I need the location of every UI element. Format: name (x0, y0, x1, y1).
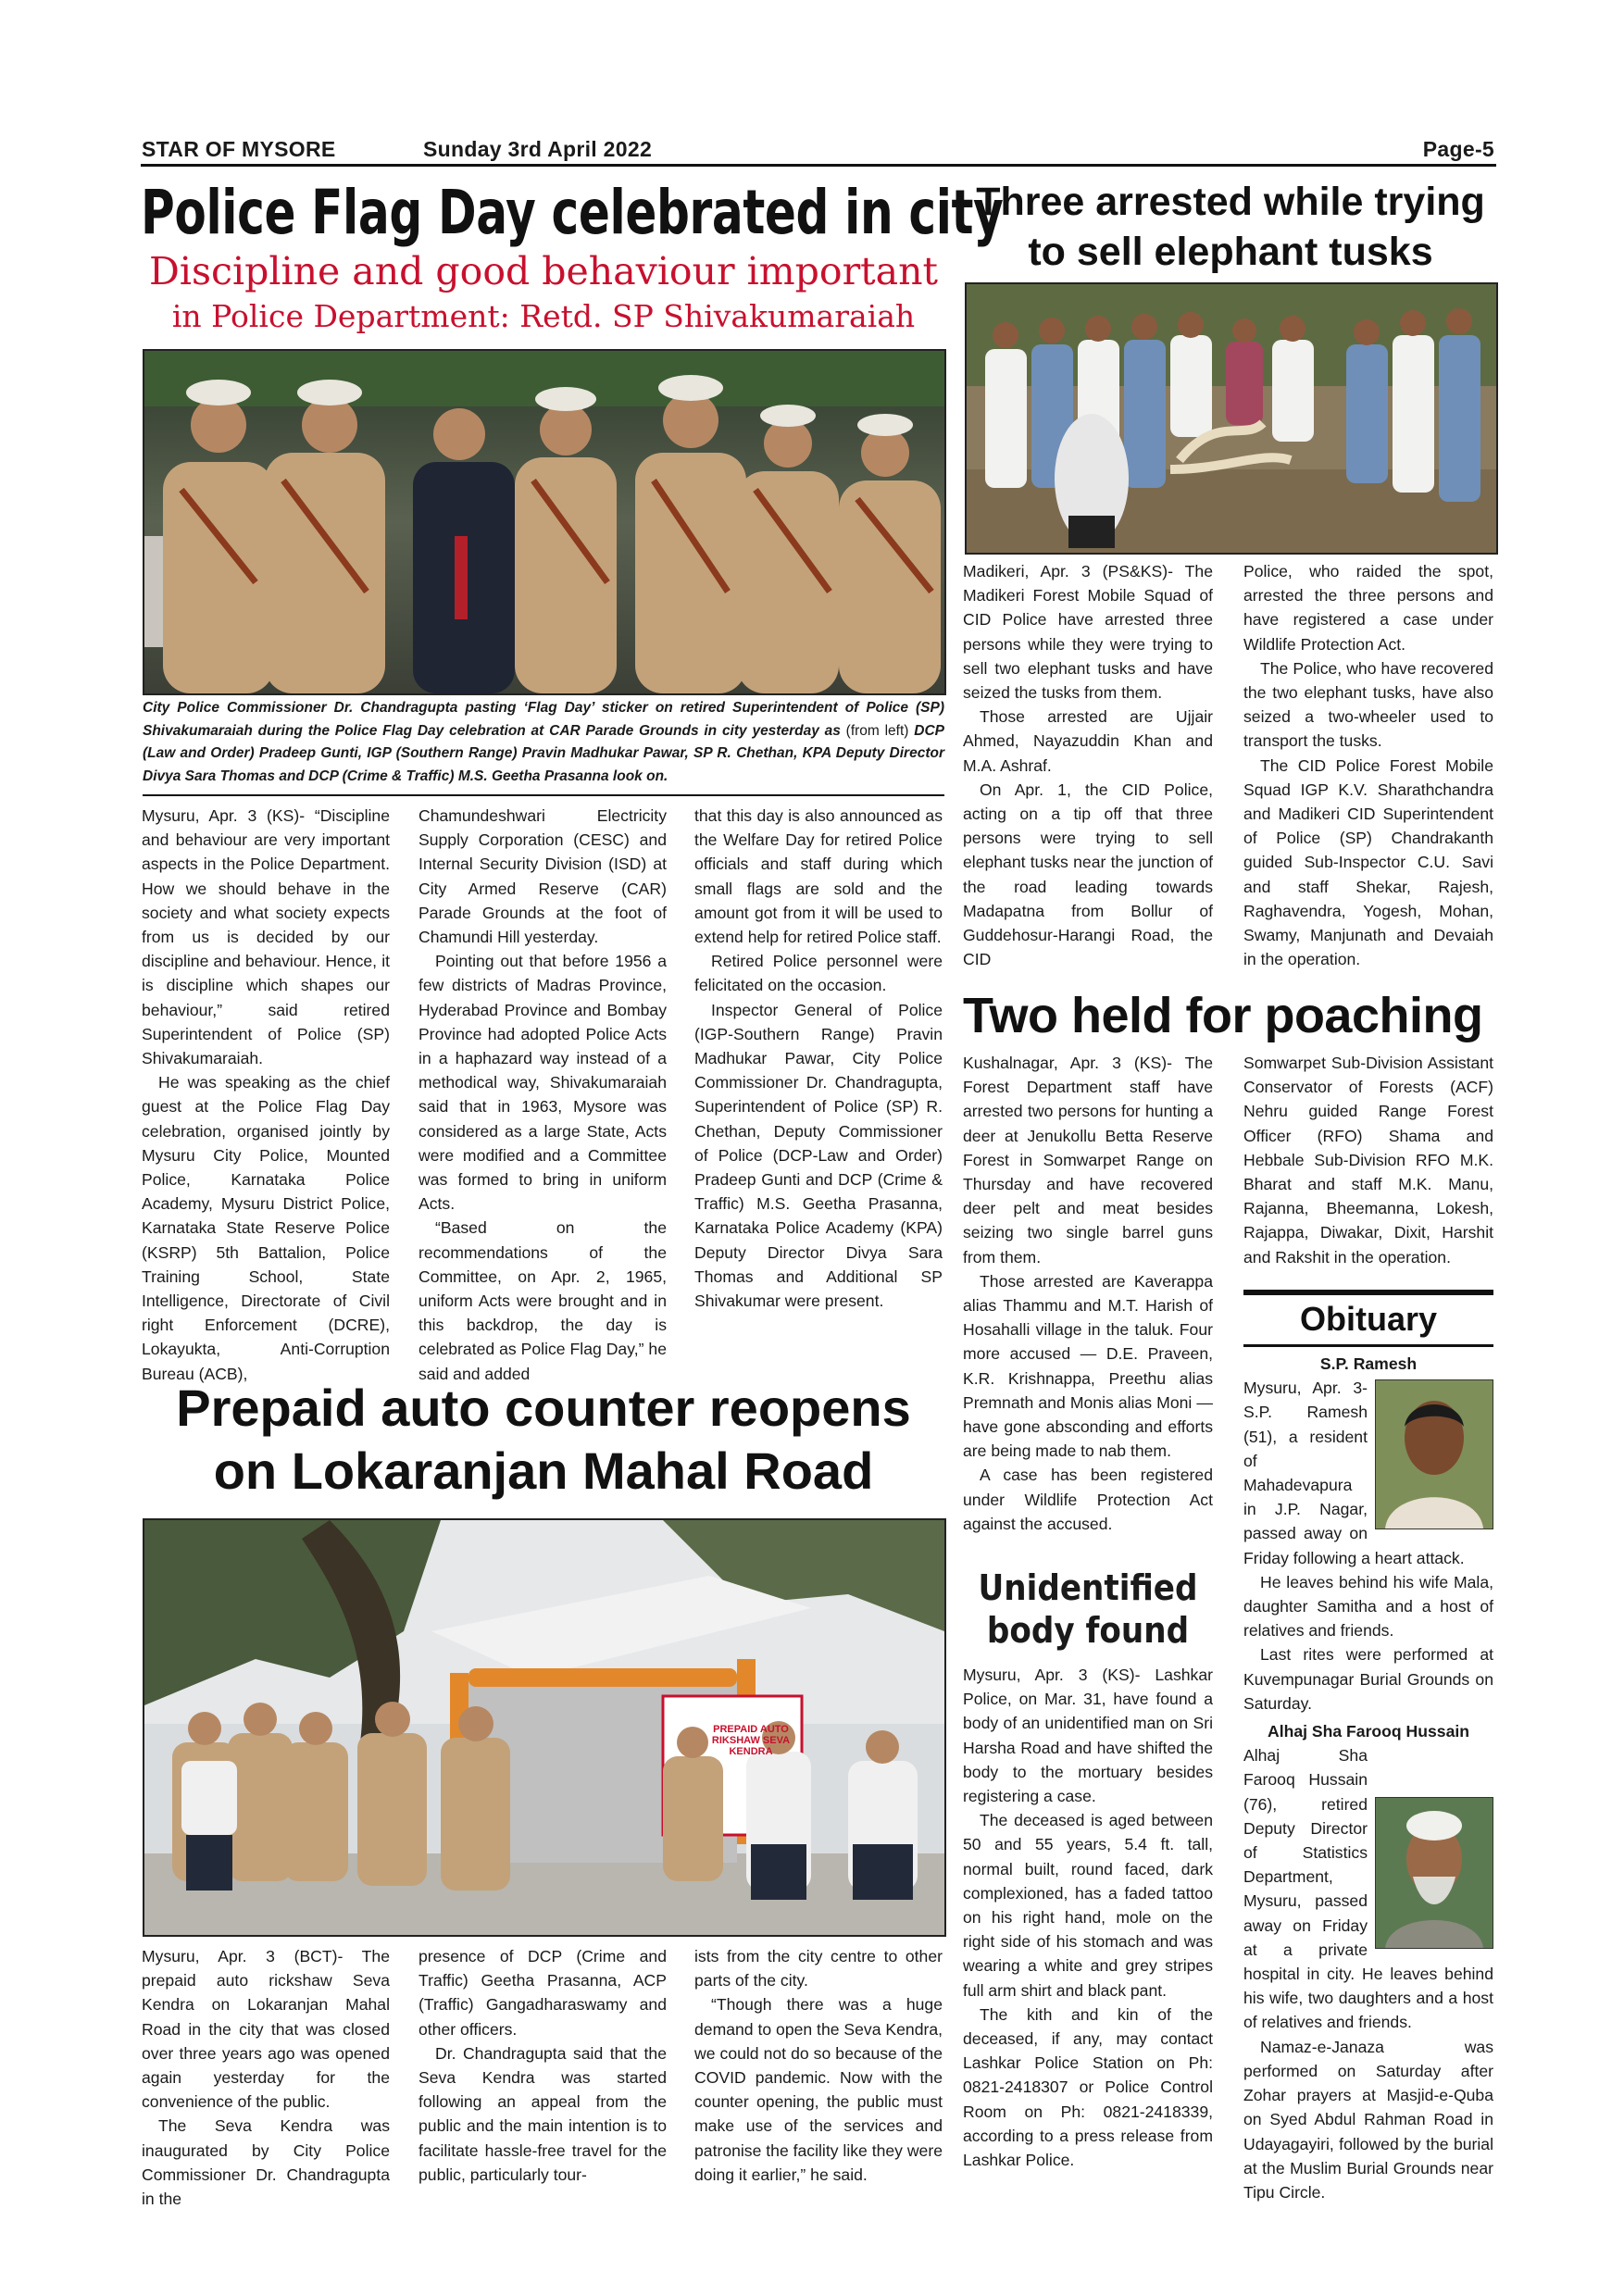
poaching-col-1 (963, 1051, 1213, 1565)
flag-day-c2-p3: “Based on the recommendations of the Committee, on Apr. 2, 1965, uniform Acts were brought and in this backdrop, the day is celebrated as Police Flag Day,” he said and added (418, 1218, 667, 1383)
flag-day-caption-paren: (from left) (845, 722, 909, 739)
flag-day-subhead-1: Discipline and good behaviour important (149, 249, 938, 293)
body-p2: The deceased is aged between 50 and 55 years, 5.4 ft. tall, normal built, round faced, dark complexioned, has a faded tattoo on his right hand, mole on the right side of his stomach and was wearing a white and grey stripes full arm shirt and black pant. (963, 1811, 1213, 2000)
body-p1: Mysuru, Apr. 3 (KS)- Lashkar Police, on Mar. 31, have found a body of an unidentified man on Sri Harsha Road and have shifted the body to the mortuary besides registering a case. (963, 1666, 1213, 1806)
flag-day-caption-main: City Police Commissioner Dr. Chandragupta pasting ‘Flag Day’ sticker on retired Superintendent of Police (SP) Shivakumaraiah during the Police Flag Day celebration at CAR Parade Grounds in city yesterday as (143, 700, 944, 739)
obituary-portrait-2 (1376, 1798, 1493, 1948)
prepaid-headline-2: on Lokaranjan Mahal Road (213, 1441, 874, 1500)
flag-day-photo-art (144, 351, 944, 693)
tusks-col-2 (1243, 559, 1493, 980)
prepaid-headline-1: Prepaid auto counter reopens (176, 1379, 911, 1437)
flag-day-caption-rule (143, 794, 944, 796)
obituary-p1-rest-2: Last rites were performed at Kuvempunagar Burial Grounds on Saturday. (1243, 1645, 1493, 1713)
flag-day-c3-p1: that this day is also announced as the Welfare Day for retired Police officials and staff during which small flags are sold and the amount got from it will be used to extend help for retired Police staff. (694, 806, 943, 947)
poaching-headline: Two held for poaching (963, 988, 1483, 1043)
flag-day-headline: Police Flag Day celebrated in city (141, 177, 1004, 248)
prepaid-c3-p1: ists from the city centre to other parts of the city. (694, 1947, 943, 1990)
obituary-portrait-1 (1376, 1380, 1493, 1529)
poaching-c1-p1: Kushalnagar, Apr. 3 (KS)- The Forest Department staff have arrested two persons for hunting a deer at Jenukollu Betta Reserve Forest in Somwarpet Range on Thursday and have recovered deer pelt and meat besides seizing two single barrel guns from them. (963, 1054, 1213, 1267)
paper-name: STAR OF MYSORE (142, 137, 336, 161)
flag-day-c1-p2: He was speaking as the chief guest at the Police Flag Day celebration, organised jointly by Mysuru City Police, Mounted Police, Karnataka Police Academy, Mysuru District Police, Karnataka State Reserve Police (KSRP) 5th Battalion, Police Training School, State Intelligence, Directorate of Civil right Enforcement (DCRE), Lokayukta, Anti-Corruption Bureau (ACB), (142, 1073, 390, 1383)
prepaid-col-1 (142, 1944, 390, 2209)
flag-day-caption (143, 697, 944, 788)
obituary-photo-1 (1375, 1379, 1493, 1529)
masthead-rule (141, 164, 1496, 167)
flag-day-caption-rest: DCP (Law and Order) Pradeep Gunti, IGP (Southern Range) Pravin Madhukar Pawar, SP R. Chethan, KPA Deputy Director Divya Sara Thomas and DCP (Crime & Traffic) M.S. Geetha Prasanna look on. (143, 722, 944, 784)
prepaid-signboard: PREPAID AUTO RIKSHAW SEVA KENDRA (711, 1724, 791, 1757)
body-headline-1: Unidentified (978, 1567, 1198, 1608)
body-found-col (963, 1663, 1213, 2195)
poaching-col-2 (1243, 1051, 1493, 1282)
prepaid-c3-p2: “Though there was a huge demand to open the Seva Kendra, we could not do so because of the COVID pandemic. Now with the counter opening, the public must make use of the services and patronise the facility like they were doing it earlier,” he said. (694, 1995, 943, 2184)
flag-day-subhead-2: in Police Department: Retd. SP Shivakumaraiah (171, 298, 916, 334)
tusks-c2-p3: The CID Police Forest Mobile Squad IGP K.V. Sharathchandra and Madikeri CID Superintendent of Police (SP) Chandrakanth guided Sub-Inspector C.U. Savi and staff Shekar, Rajesh, Raghavendra, Yogesh, Mohan, Swamy, Manjunath and Devaiah in the operation. (1243, 755, 1493, 969)
obituary-p1-lead: Mysuru, Apr. 3- S.P. Ramesh (51), a resident of Mahadevapura in J.P. Nagar, passed away on Friday following a heart attack. (1243, 1379, 1465, 1567)
obituary-photo-2 (1375, 1797, 1493, 1949)
prepaid-c1-p2: The Seva Kendra was inaugurated by City Police Commissioner Dr. Chandragupta in the (142, 2116, 390, 2209)
flag-day-photo (143, 349, 946, 695)
flag-day-c2-p1: Chamundeshwari Electricity Supply Corporation (CESC) and Internal Security Division (ISD) at City Armed Reserve (CAR) Parade Grounds at the foot of Chamundi Hill yesterday. (418, 806, 667, 947)
body-p3: The kith and kin of the deceased, if any, may contact Lashkar Police Station on Ph: 0821-2418307 or Police Control Room on Ph: 0821-2418339, according to a press release from Lashkar Police. (963, 2004, 1213, 2170)
poaching-c1-p2: Those arrested are Kaverappa alias Thammu and M.T. Harish of Hosahalli village in the taluk. Four more accused — D.E. Praveen, K.R. Krishnappa, Preethu alias Premnath and Monis alias Moni — have gone absconding and efforts are being made to nab them. (963, 1271, 1213, 1461)
obituary-name-1: S.P. Ramesh (1319, 1354, 1418, 1373)
flag-day-c1-p1: Mysuru, Apr. 3 (KS)- “Discipline and behaviour are very important aspects in the Police Department. How we should behave in the society and what society expects from us is decided by our discipline and behaviour. Hence, it is discipline which shapes our behaviour,” said retired Superintendent of Police (SP) Shivakumaraiah. (142, 806, 390, 1068)
obituary-p2-rest-1: Namaz-e-Janaza was performed on Saturday after Zohar prayers at Masjid-e-Quba on Syed Abdul Rahman Road in Udayagayiri, followed by the burial at the Muslim Burial Grounds near Tipu Circle. (1243, 2037, 1493, 2202)
tusks-photo (965, 282, 1498, 555)
obituary-title-rule (1243, 1344, 1493, 1347)
tusks-c2-p2: The Police, who have recovered the two elephant tusks, have also seized a two-wheeler used to transport the tusks. (1243, 658, 1493, 751)
flag-day-col-3 (694, 804, 943, 1373)
prepaid-photo-art (144, 1520, 944, 1935)
prepaid-c2-p1: presence of DCP (Crime and Traffic) Geetha Prasanna, ACP (Traffic) Gangadharaswamy and other officers. (418, 1947, 667, 2039)
tusks-c1-p1: Madikeri, Apr. 3 (PS&KS)- The Madikeri Forest Mobile Squad of CID Police have arrested three persons while they were trying to sell two elephant tusks and have seized the tusks from them. (963, 562, 1213, 703)
prepaid-c1-p1: Mysuru, Apr. 3 (BCT)- The prepaid auto rickshaw Seva Kendra on Lokaranjan Mahal Road in the city that was closed over three years ago was opened again yesterday for the convenience of the public. (142, 1947, 390, 2112)
obituary-title: Obituary (1299, 1300, 1438, 1338)
obituary-name-2: Alhaj Sha Farooq Hussain (1267, 1722, 1469, 1741)
flag-day-c3-p2: Retired Police personnel were felicitated on the occasion. (694, 952, 943, 995)
issue-date: Sunday 3rd April 2022 (423, 137, 653, 161)
tusks-headline-1: Three arrested while trying (976, 180, 1485, 224)
obituary-p2-lead: Alhaj Sha Farooq Hussain (76), retired Deputy Director of Statistics Department, Mysuru, passed away on Friday at a private hospital in city. He leaves behind his wife, two daughters and a host of relatives and friends. (1243, 1746, 1493, 2032)
flag-day-c2-p2: Pointing out that before 1956 a few districts of Madras Province, Hyderabad Province and Bombay Province had adopted Police Acts in a haphazard way instead of a methodical way, Shivakumaraiah said that in 1963, Mysore was considered as a large State, Acts were modified and a Committee was formed to bring in uniform Acts. (418, 952, 667, 1214)
page-number: Page-5 (1422, 137, 1494, 161)
body-headline-box (963, 1566, 1213, 1659)
prepaid-col-3 (694, 1944, 943, 2194)
prepaid-photo (143, 1518, 946, 1937)
body-headline-2: body found (986, 1610, 1190, 1651)
flag-day-headline-box (141, 177, 1004, 253)
tusks-c1-p2: Those arrested are Ujjair Ahmed, Nayazuddin Khan and M.A. Ashraf. (963, 707, 1213, 775)
flag-day-col-2 (418, 804, 667, 1383)
obituary-top-rule (1243, 1290, 1493, 1295)
tusks-c2-p1: Police, who raided the spot, arrested the three persons and have registered a case under Wildlife Protection Act. (1243, 562, 1493, 654)
prepaid-c2-p2: Dr. Chandragupta said that the Seva Kendra was started following an appeal from the public and the main intention is to facilitate hassle-free travel for the public, particularly tour- (418, 2043, 667, 2184)
obituary-col (1243, 1352, 1493, 2202)
obituary-p1-rest-1: He leaves behind his wife Mala, daughter Samitha and a host of relatives and friends. (1243, 1572, 1493, 1641)
tusks-headline-2: to sell elephant tusks (1028, 230, 1433, 274)
flag-day-c3-p3: Inspector General of Police (IGP-Southern Range) Pravin Madhukar Pawar, City Police Commissioner Dr. Chandragupta, Superintendent of Police (SP) R. Chethan, Deputy Commissioner of Police (DCP-Law and Order) Pradeep Gunti and DCP (Crime & Traffic) M.S. Geetha Prasanna, Karnataka Police Academy (KPA) Deputy Director Divya Sara Thomas and Additional SP Shivakumar were present. (694, 1000, 943, 1311)
prepaid-col-2 (418, 1944, 667, 2194)
tusks-photo-art (967, 284, 1496, 553)
poaching-c1-p3: A case has been registered under Wildlife Protection Act against the accused. (963, 1466, 1213, 1533)
tusks-col-1 (963, 559, 1213, 980)
poaching-c2-p1: Somwarpet Sub-Division Assistant Conservator of Forests (ACF) Nehru guided Range Forest Officer (RFO) Shama and Hebbale Sub-Division RFO M.K. Bharat and staff M.K. Manu, Rajanna, Bheemanna, Lokesh, Rajappa, Diwakar, Dixit, Harshit and Rakshit in the operation. (1243, 1054, 1493, 1267)
flag-day-col-1 (142, 804, 390, 1383)
tusks-c1-p3: On Apr. 1, the CID Police, acting on a tip off that three persons were trying to sell elephant tusks near the junction of the road leading towards Madapatna from Bollur of Guddehosur-Harangi Road, the CID (963, 780, 1213, 969)
